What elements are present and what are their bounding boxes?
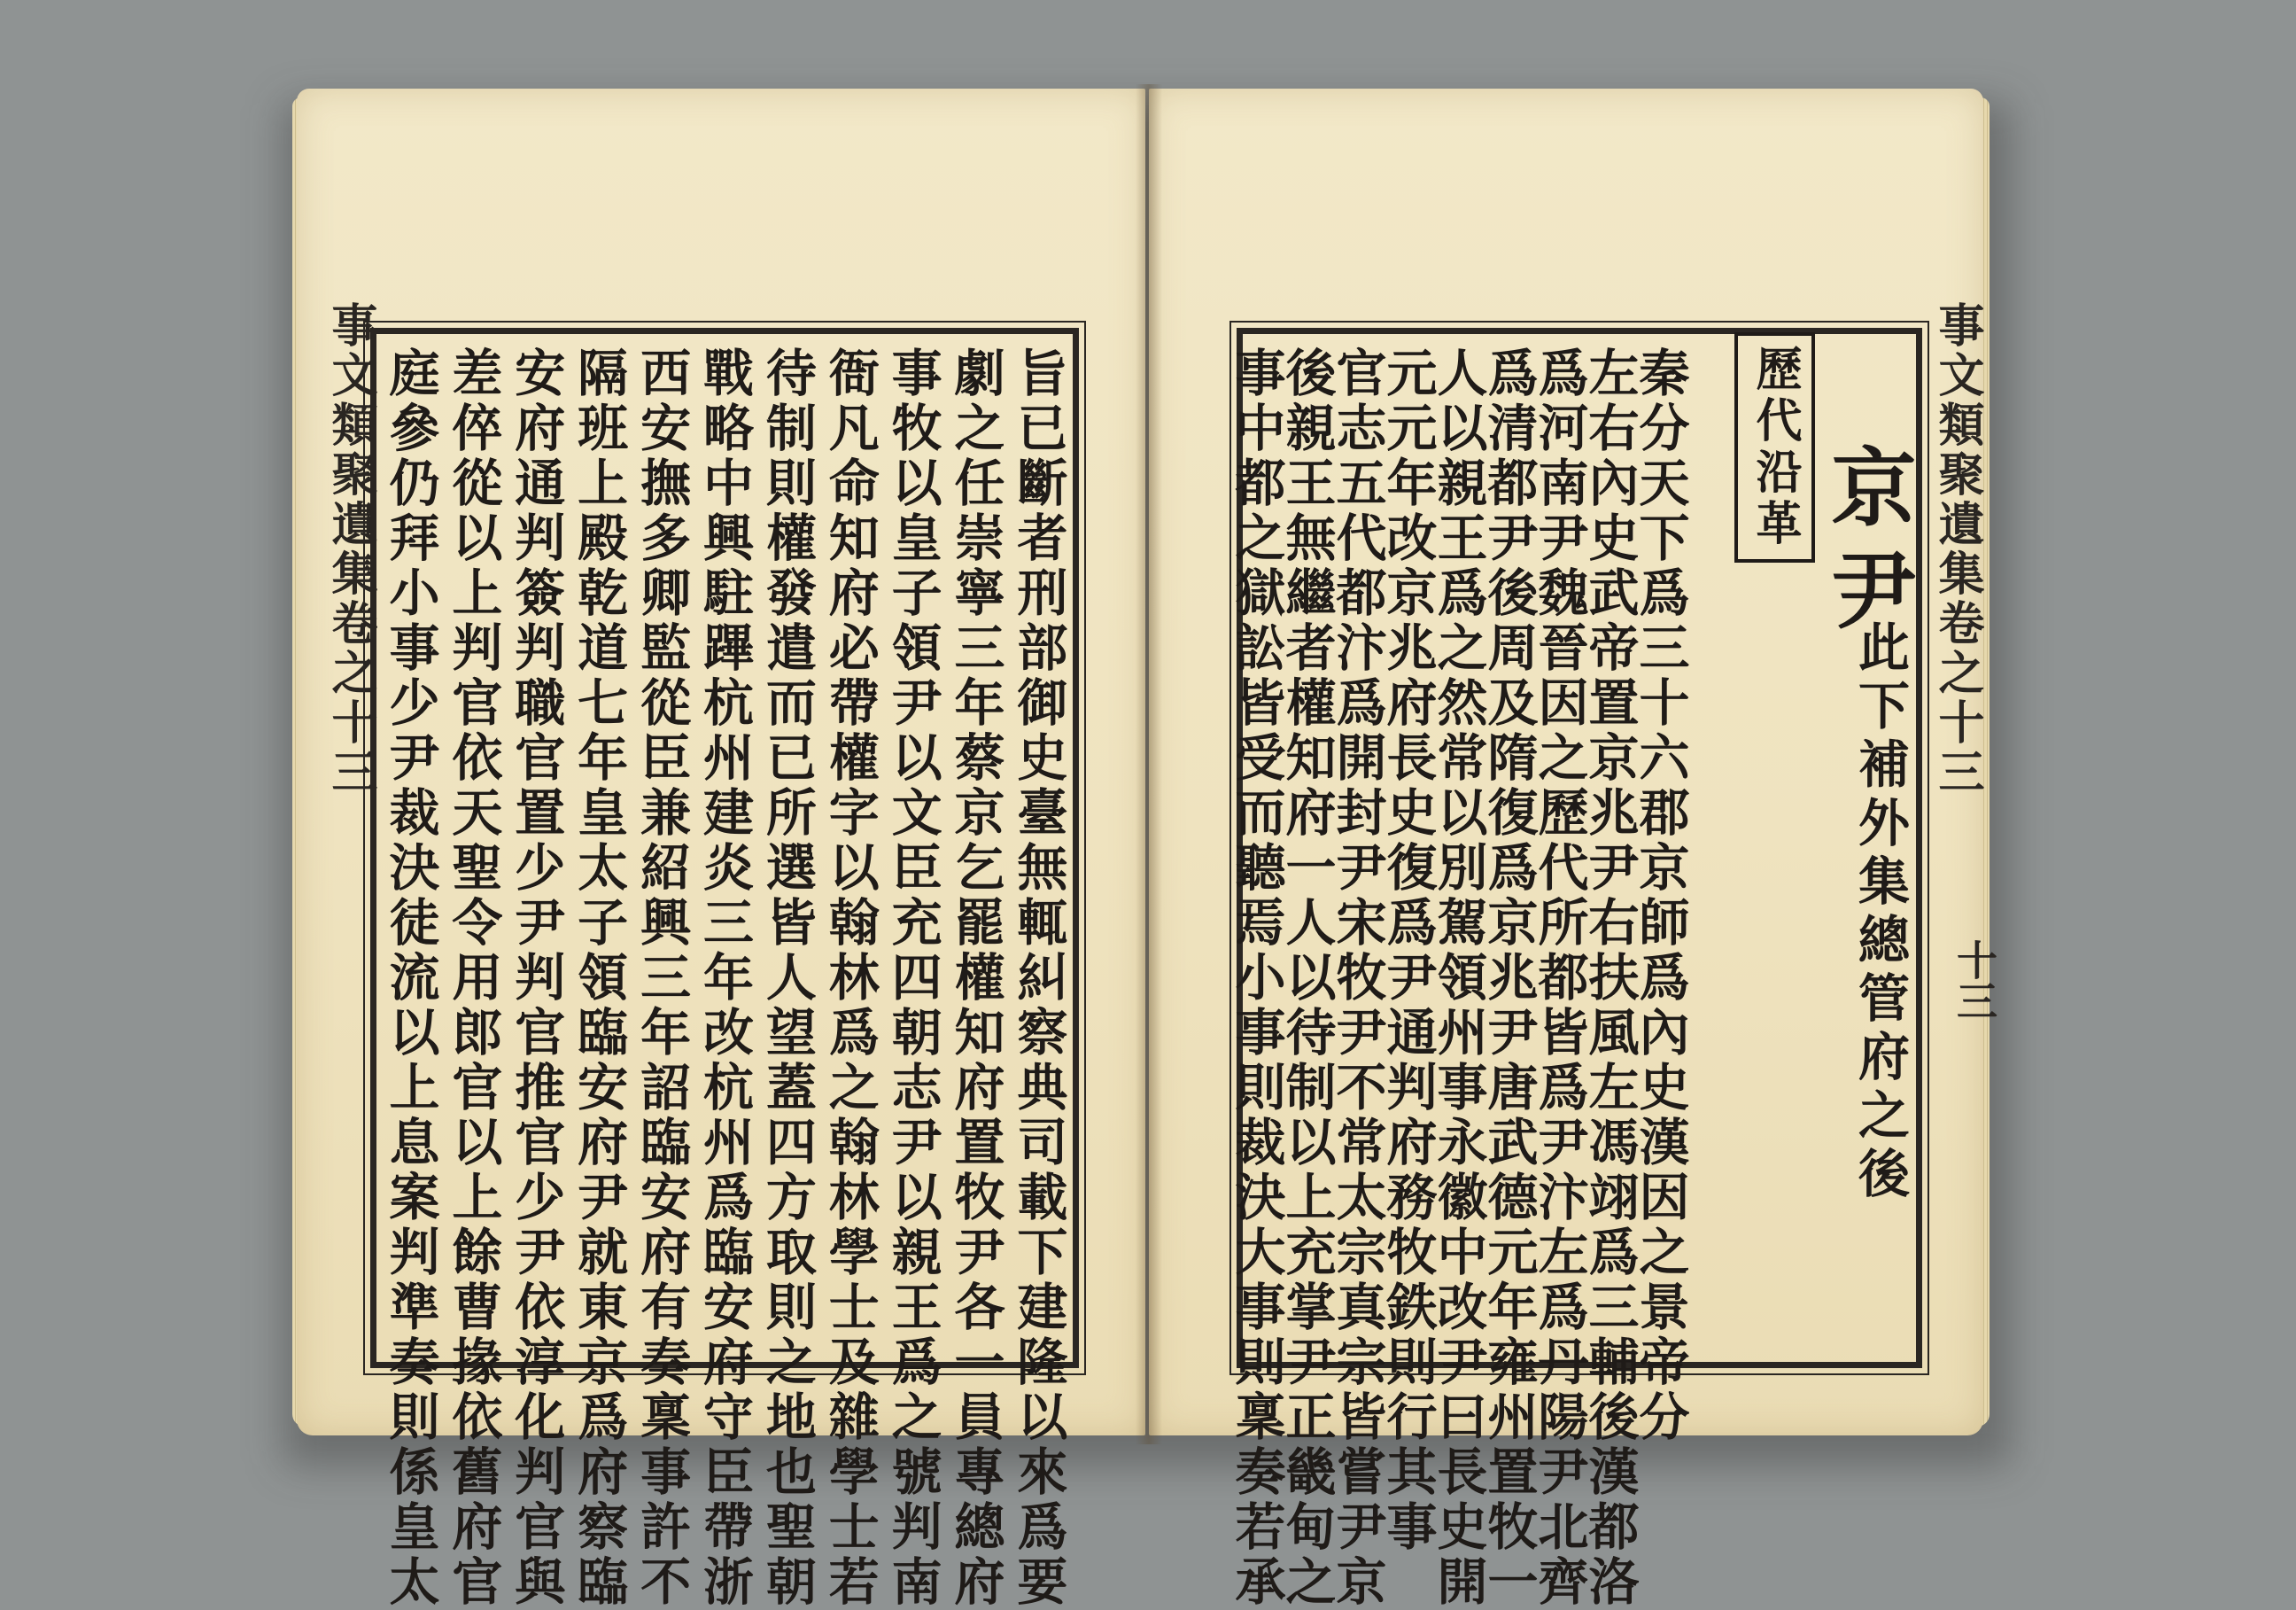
text-column: 衙凡命知府必帶權字以翰林爲之翰林學士及雜學士若 xyxy=(820,346,880,1610)
left-columns xyxy=(376,334,1073,1610)
text-column: 西安撫多卿監從臣兼紹興三年詔臨安府有奏稟事許不 xyxy=(632,346,692,1610)
text-column: 待制則權發遣而已所選皆人望蓋四方取則之地也聖朝 xyxy=(757,346,818,1610)
text-column: 庭參仍拜小事少尹裁決徒流以上息案判準奏則係皇太 xyxy=(381,346,440,1610)
text-column: 左右內史武帝置京兆尹右扶風左馮翊爲三輔後漢都洛 xyxy=(1580,346,1640,1610)
text-column: 旨已斷者刑部御史臺無輒糾察典司載下建隆以來爲要 xyxy=(1008,346,1068,1610)
folio-number: 十三 xyxy=(1951,939,1998,1021)
text-column: 後親王無繼者權知府一人以待制以上充掌尹正畿甸之 xyxy=(1277,346,1337,1610)
text-column: 爲河南尹魏晉因之歷代所都皆爲尹汴左爲丹陽尹北齊 xyxy=(1530,346,1589,1610)
text-column: 隔班上殿乾道七年皇太子領臨安府尹就東京爲府察臨 xyxy=(569,346,629,1610)
boxed-heading: 歷代沿革 xyxy=(1734,332,1815,563)
right-margin-title: 事文類聚遺集卷之十三 xyxy=(1930,301,1984,797)
section-subnote: 此下補外集總管府之後 xyxy=(1850,620,1910,1205)
text-column: 事中都之獄訟皆受而聽焉小事則裁決大事則稟奏若承 xyxy=(1227,346,1286,1610)
text-column: 安府通判簽判職官置少尹判官推官少尹依淳化判官與 xyxy=(506,346,566,1610)
text-column: 人以親王爲之然常以別駕領州事永徽中改尹曰長史開 xyxy=(1429,346,1488,1610)
text-column: 差倅從以上判官依天聖令用郎官以上餘曹掾依舊府官 xyxy=(443,346,503,1610)
text-column: 秦分天下爲三十六郡京師爲內史漢因之景帝分 xyxy=(1631,346,1690,1445)
text-column: 劇之任崇寧三年蔡京乞罷權知府置牧尹各一員專總府 xyxy=(946,346,1006,1610)
left-margin-title: 事文類聚遺集卷之十三 xyxy=(323,301,377,797)
left-text-frame xyxy=(370,328,1079,1610)
text-column: 元元年改京兆府長史復爲尹通判府務牧鉄則行其事 xyxy=(1378,346,1438,1555)
text-column: 戰略中興駐蹕杭州建炎三年改杭州爲臨安府守臣帶浙 xyxy=(694,346,755,1610)
text-column: 爲清都尹後周及隋復爲京兆尹唐武德元年雍州置牧一 xyxy=(1479,346,1539,1610)
book-gutter xyxy=(1136,84,1162,1444)
text-column: 官志五代都汴爲開封尹宋牧尹不常太宗真宗皆嘗尹京 xyxy=(1328,346,1387,1610)
text-column: 事牧以皇子領尹以文臣充四朝志尹以親王爲之號判南 xyxy=(883,346,943,1610)
section-title: 京尹 xyxy=(1818,443,1918,649)
